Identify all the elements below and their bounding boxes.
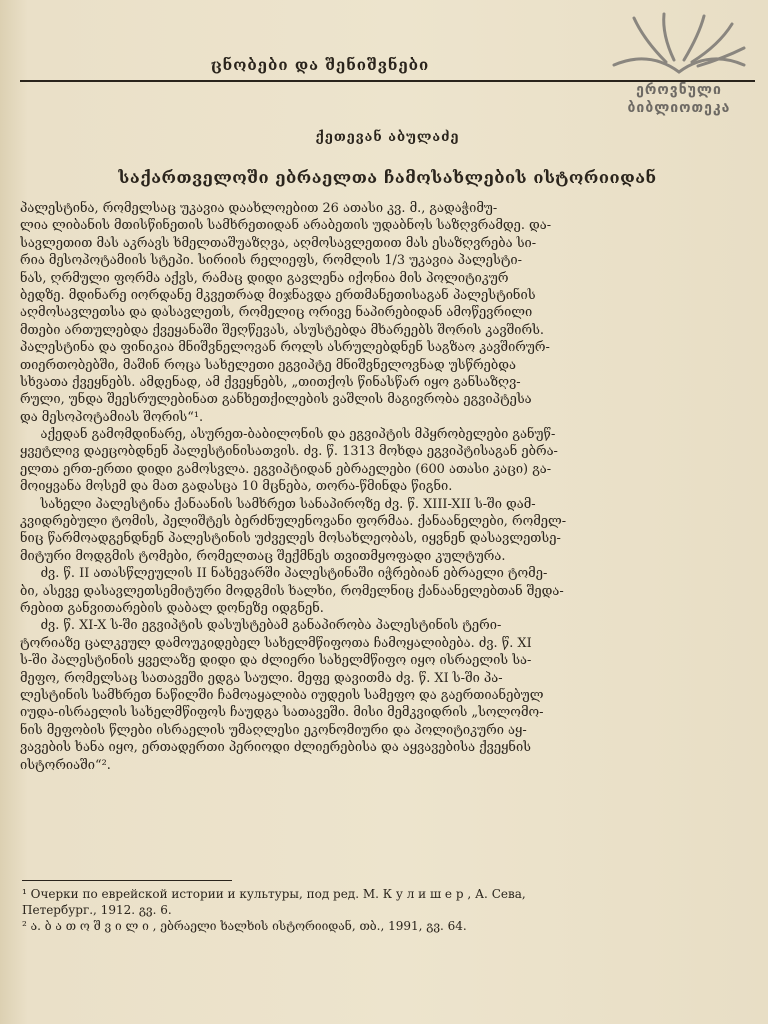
footnote-line: ² ა. ბ ა თ ო შ ვ ი ლ ი , ებრაელი ხალხის ისტორიიდან, თბ., 1991, გვ. 64. [22, 919, 467, 933]
body-line: თიერთობებში, მაშინ როცა სახელეთი ეგვიპტე მნიშვნელოვნად უსწრებდა [20, 357, 516, 373]
body-line: ბედზე. მდინარე იორდანე მკვეთრად მიჯნავდა ერთმანეთისაგან პალესტინის [20, 287, 536, 303]
body-line: ისტორიაში“². [20, 757, 111, 773]
body-line: ელთა ერთ-ერთი დიდი გამოსვლა. ეგვიპტიდან ებრაელები (600 ათასი კაცი) გა- [20, 461, 552, 477]
logo-text-line2: ბიბლიოთეკა [627, 100, 731, 116]
body-line: ძვ. წ. II ათასწლეულის II ნახევარში პალესტინაში იჭრებიან ებრაელი ტომე- [20, 566, 548, 582]
body-line: ლესტინის სამხრეთ ნაწილში ჩამოაყალიბა იუდეის სამეფო და გაერთიანებულ [20, 687, 544, 703]
book-rays-icon [604, 10, 754, 80]
article-author: ქეთევან აბულაძე [315, 130, 460, 145]
running-header: ცნობები და შენიშვნები [210, 56, 430, 74]
body-line: ბი, ასევე დასავლეთსემიტური მოდგმის ხალხი, რომელნიც ქანაანელებთან შედა- [20, 583, 564, 599]
body-line: ნიც წარმოადგენდნენ პალესტინის უძველეს მოსახლეობას, იყვნენ დასავლეთსე- [20, 531, 561, 547]
body-line: ლია ლიბანის მთისწინეთის სამხრეთიდან არაბეთის უდაბნოს საზღვრამდე. და- [20, 218, 552, 234]
library-logo [604, 10, 754, 115]
body-line: იუდა-ისრაელის სახელმწიფოს ჩაუდგა სათავეში. მისი მემკვიდრის „სოლომო- [20, 705, 544, 721]
body-line: კვიდრებული ტომის, პელიშტეს ბერძნულენოვანი ფორმაა. ქანაანელები, რომელ- [20, 514, 567, 530]
article-title: საქართველოში ებრაელთა ჩამოსახლების ისტორიიდან [118, 168, 657, 187]
body-line: სავლეთით მას აკრავს ხმელთაშუაზღვა, აღმოსავლეთით მას ესაზღვრება სი- [20, 235, 537, 251]
footnotes [22, 886, 757, 934]
body-line: სახელი პალესტინა ქანაანის სამხრეთ სანაპიროზე ძვ. წ. XIII-XII ს-ში დამ- [20, 496, 536, 512]
footnote-line: Петербург., 1912. გვ. 6. [22, 903, 172, 917]
body-line: ძვ. წ. XI-X ს-ში ეგვიპტის დასუსტებამ განაპირობა პალესტინის ტერი- [20, 618, 502, 634]
body-line: აღმოსავლეთსა და დასავლეთს, რომელიც ორივე ნაპირებიდან ამოწევრილი [20, 305, 533, 321]
body-line: მოიყვანა მოსემ და მათ გადასცა 10 მცნება, თორა-წმინდა წიგნი. [20, 479, 453, 495]
body-line: პალესტინა და ფინიკია მნიშვნელოვან როლს ასრულებდნენ საგზაო კავშირურ- [20, 340, 550, 356]
body-line: სხვათა ქვეყნებს. ამდენად, ამ ქვეყნებს, „თითქოს წინასწარ იყო განსაზღვ- [20, 374, 521, 390]
body-line: რებით განვითარების დაბალ დონეზე იდგნენ. [20, 600, 324, 616]
body-line: მთები ართულებდა ქვეყანაში შეღწევას, ასუსტებდა მხარეებს შორის კავშირს. [20, 322, 545, 338]
body-line: ვავების ხანა იყო, ერთადერთი პერიოდი ძლიერებისა და აყვავებისა ქვეყნის [20, 740, 531, 756]
body-line: რია მესოპოტამიის სტეპი. სირიის რელიეფს, რომლის 1/3 უკავია პალესტი- [20, 253, 522, 269]
logo-text-line1: ეროვნული [636, 82, 722, 98]
body-line: ტორიაზე ცალკეულ დამოუკიდებელ სახელმწიფოთა ჩამოყალიბება. ძვ. წ. XI [20, 635, 532, 651]
body-line: მეფო, რომელსაც სათავეში ედგა საული. მეფე დავითმა ძვ. წ. XI ს-ში პა- [20, 670, 503, 686]
body-line: და მესოპოტამიას შორის“¹. [20, 409, 204, 425]
footnote-line: ¹ Очерки по еврейской истории и культуры, под ред. М. К у л и ш е р , А. Сева, [22, 887, 526, 901]
footnote-rule [22, 880, 232, 881]
article-body [20, 200, 757, 774]
body-line: პალესტინა, რომელსაც უკავია დაახლოებით 26 ათასი კვ. მ., გადაჭიმუ- [20, 201, 498, 216]
body-line: რული, უნდა შეესრულებინათ განხეთქილების ვაშლის მაგივრობა ეგვიპტესა [20, 392, 532, 408]
body-line: ნის მეფობის წლები ისრაელის უმაღლესი ეკონომიური და პოლიტიკური აყ- [20, 722, 527, 738]
body-line: აქედან გამომდინარე, ასურეთ-ბაბილონის და ეგვიპტის მპყრობელები განუწ- [20, 427, 556, 443]
body-line: ნას, ღრმული ფორმა აქვს, რამაც დიდი გავლენა იქონია მის პოლიტიკურ [20, 270, 509, 286]
body-line: ყვეტლივ დაეცობდნენ პალესტინისათვის. ძვ. წ. 1313 მოხდა ეგვიპტისაგან ებრა- [20, 444, 558, 460]
body-line: მიტური მოდგმის ტომები, რომელთაც შექმნეს თვითმყოფადი კულტურა. [20, 548, 506, 564]
body-line: ს-ში პალესტინის ყველაზე დიდი და ძლიერი სახელმწიფო იყო ისრაელის სა- [20, 653, 532, 669]
